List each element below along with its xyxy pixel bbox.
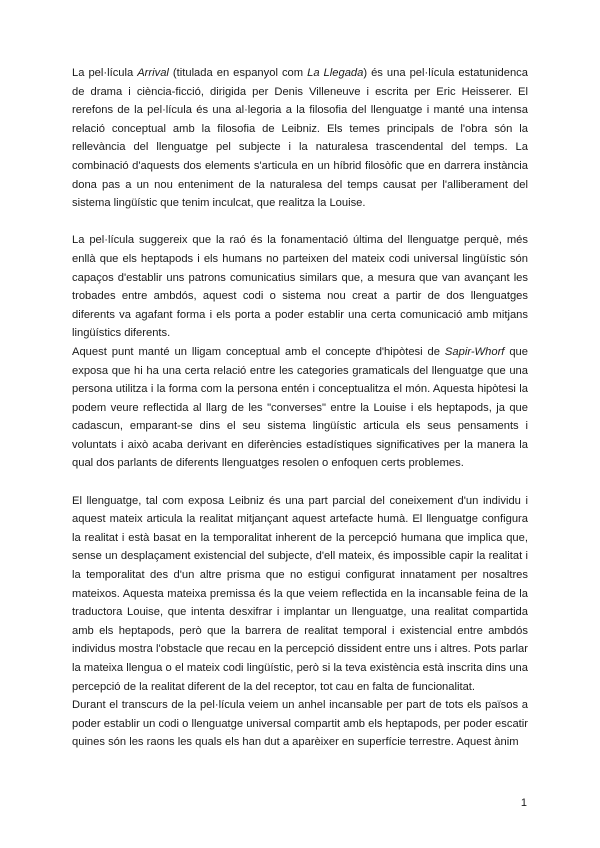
sapir-whorf-term: Sapir-Whorf	[444, 345, 505, 358]
paragraph-reason: La pel·lícula suggereix que la raó és la fonamentació última del llenguatge perquè, més enllà que els heptapods i els humans no parteixen del mateix codi universal lingüístic són capaços d'establir uns patrons comunicatius similars que, a mesura que van avançant les trobades entre ambdós, aquest codi o sistema nou creat a partir de dos llenguatges diferents va agafant forma i els porta a poder establir una certa comunicació amb mitjans lingüístics diferents.	[72, 234, 528, 340]
paragraph-intro: La pel·lícula Arrival (titulada en espanyol com La Llegada) és una pel·lícula estatunidenca de drama i ciència-ficció, dirigida per Denis Villeneuve i escrita per Eric Heisserer. El rerefons de la pel·lícula és una al·legoria a la filosofia del llenguatge i manté una intensa relació conceptual amb la filosofia de Leibniz. Els temes principals de l'obra són la rellevància del llenguatge pel subjecte i la naturalesa trascendental del temps. La combinació d'aquests dos elements s'articula en un híbrid filosòfic que en darrera instància dona pas a un nou enteniment de la naturalesa del temps causat per l'alliberament del sistema lingüístic que tenim inculcat, que realitza la Louise.	[72, 67, 528, 210]
paragraph-leibniz: El llenguatge, tal com exposa Leibniz és una part parcial del coneixement d'un individu i aquest mateix articula la realitat mitjançant aquest artefacte humà. El llenguatge configura la realitat i està basat en la temporalitat inherent de la percepció humana que implica que, sense un desplaçament existencial del subjecte, d'ell mateix, és impossible capir la realitat i la temporalitat des d'un altre prisma que no estigui configurat innatament per nosaltres mateixos. Aquesta mateixa premissa és la que veiem reflectida en la incansable feina de la traductora Louise, que intenta desxifrar i implantar un llenguatge, una realitat compartida amb els heptapods, però que la barrera de realitat temporal i existencial entre ambdós individus mostra l'obstacle que recau en la percepció dissident entre uns i altres. Pots parlar la mateixa llengua o el mateix codi lingüístic, però si la teva existència està inscrita dins una percepció de la realitat diferent de la del receptor, tot cau en falta de funcionalitat.	[72, 494, 528, 693]
paragraph-universal-code: Durant el transcurs de la pel·lícula veiem un anhel incansable per part de tots els països a poder establir un codi o llenguatge universal compartit amb els heptapods, per poder escatir quines són les raons les quals els han dut a aparèixer en superfície terrestre. Aquest ànim	[72, 699, 528, 749]
paragraph-gap	[72, 213, 528, 232]
film-title-english: Arrival	[137, 67, 169, 79]
page-number: 1	[520, 797, 527, 809]
paragraph-gap	[72, 473, 528, 492]
paragraph-sapir-whorf: Aquest punt manté un lligam conceptual amb el concepte d'hipòtesi de Sapir-Whorf que exposa que hi ha una certa relació entre les categories gramaticals del llenguatge que una persona utilitza i la forma com la persona entén i conceptualitza el món. Aquesta hipòtesi la podem veure reflectida al llarg de les "converses" entre la Louise i els heptapods, ja que cadascun, emparant-se dins el seu sistema lingüístic articula els seus pensaments i voluntats i això acaba derivant en diferències estadístiques significatives per la manera la qual dos parlants de diferents llenguatges resolen o enfoquen certs problemes.	[72, 345, 528, 470]
document-body	[72, 64, 528, 752]
film-title-spanish: La Llegada	[307, 67, 364, 79]
